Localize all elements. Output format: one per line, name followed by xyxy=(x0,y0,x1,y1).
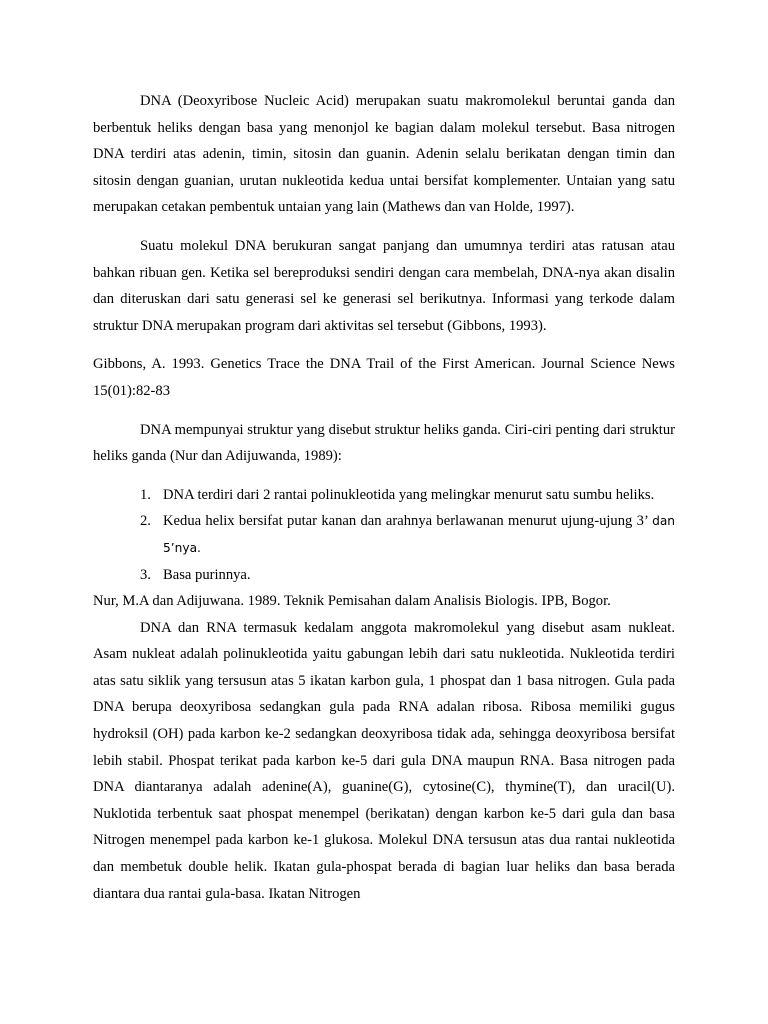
reference-nur: Nur, M.A dan Adijuwana. 1989. Teknik Pemisahan dalam Analisis Biologis. IPB, Bogor. xyxy=(93,593,611,610)
list-item-number: 1. xyxy=(140,486,151,503)
document-body xyxy=(93,88,675,907)
list-item-text: Basa purinnya. xyxy=(163,566,251,583)
list-item xyxy=(140,562,675,589)
list-item xyxy=(140,508,675,561)
double-helix-feature-list xyxy=(93,482,675,588)
reference-gibbons: Gibbons, A. 1993. Genetics Trace the DNA Trail of the First American. Journal Science News 15(01):82-83 xyxy=(93,356,675,399)
list-item xyxy=(140,482,675,509)
list-item-text: DNA terdiri dari 2 rantai polinukleotida yang melingkar menurut satu sumbu heliks. xyxy=(163,486,655,503)
paragraph-dna-genes: Suatu molekul DNA berukuran sangat panjang dan umumnya terdiri atas ratusan atau bahkan ribuan gen. Ketika sel bereproduksi sendiri dengan cara membelah, DNA-nya akan disalin dan diteruskan dari satu generasi sel ke generasi sel berikutnya. Informasi yang terkode dalam struktur DNA merupakan program dari aktivitas sel tersebut (Gibbons, 1993). xyxy=(93,237,675,334)
list-item-text-tail: dan 5’nya. xyxy=(163,514,676,555)
paragraph-double-helix-intro: DNA mempunyai struktur yang disebut struktur heliks ganda. Ciri-ciri penting dari struktur heliks ganda (Nur dan Adijuwanda, 1989): xyxy=(93,421,675,465)
paragraph-dna-definition: DNA (Deoxyribose Nucleic Acid) merupakan suatu makromolekul beruntai ganda dan berbentuk heliks dengan basa yang menonjol ke bagian dalam molekul tersebut. Basa nitrogen DNA terdiri atas adenin, timin, sitosin dan guanin. Adenin selalu berikatan dengan timin dan sitosin dengan guanian, urutan nukleotida kedua untai bersifat komplementer. Untaian yang satu merupakan cetakan pembentuk untaian yang lain (Mathews dan van Holde, 1997). xyxy=(93,93,675,216)
list-item-text: Kedua helix bersifat putar kanan dan arahnya berlawanan menurut ujung-ujung 3’ xyxy=(163,513,648,530)
list-item-number: 2. xyxy=(140,513,151,530)
list-item-number: 3. xyxy=(140,566,151,583)
list-item-text-wrap xyxy=(163,508,675,561)
paragraph-nucleic-acids: DNA dan RNA termasuk kedalam anggota makromolekul yang disebut asam nukleat. Asam nukleat adalah polinukleotida yaitu gabungan lebih dari satu nukleotida. Nukleotida terdiri atas satu siklik yang tersusun atas 5 ikatan karbon gula, 1 phospat dan 1 basa nitrogen. Gula pada DNA berupa deoxyribosa sedangkan gula pada RNA adalan ribosa. Ribosa memiliki gugus hydroksil (OH) pada karbon ke-2 sedangkan deoxyribosa tidak ada, sehingga deoxyribosa bersifat lebih stabil. Phospat terikat pada karbon ke-5 dari gula DNA maupun RNA. Basa nitrogen pada DNA diantaranya adalah adenine(A), guanine(G), cytosine(C), thymine(T), dan uracil(U). Nuklotida terbentuk saat phospat menempel (berikatan) dengan karbon ke-5 dari gula dan basa Nitrogen menempel pada karbon ke-1 glukosa. Molekul DNA tersusun atas dua rantai nukleotida dan membetuk double helik. Ikatan gula-phospat berada di bagian luar heliks dan basa berada diantara dua rantai gula-basa. Ikatan Nitrogen xyxy=(93,619,675,902)
